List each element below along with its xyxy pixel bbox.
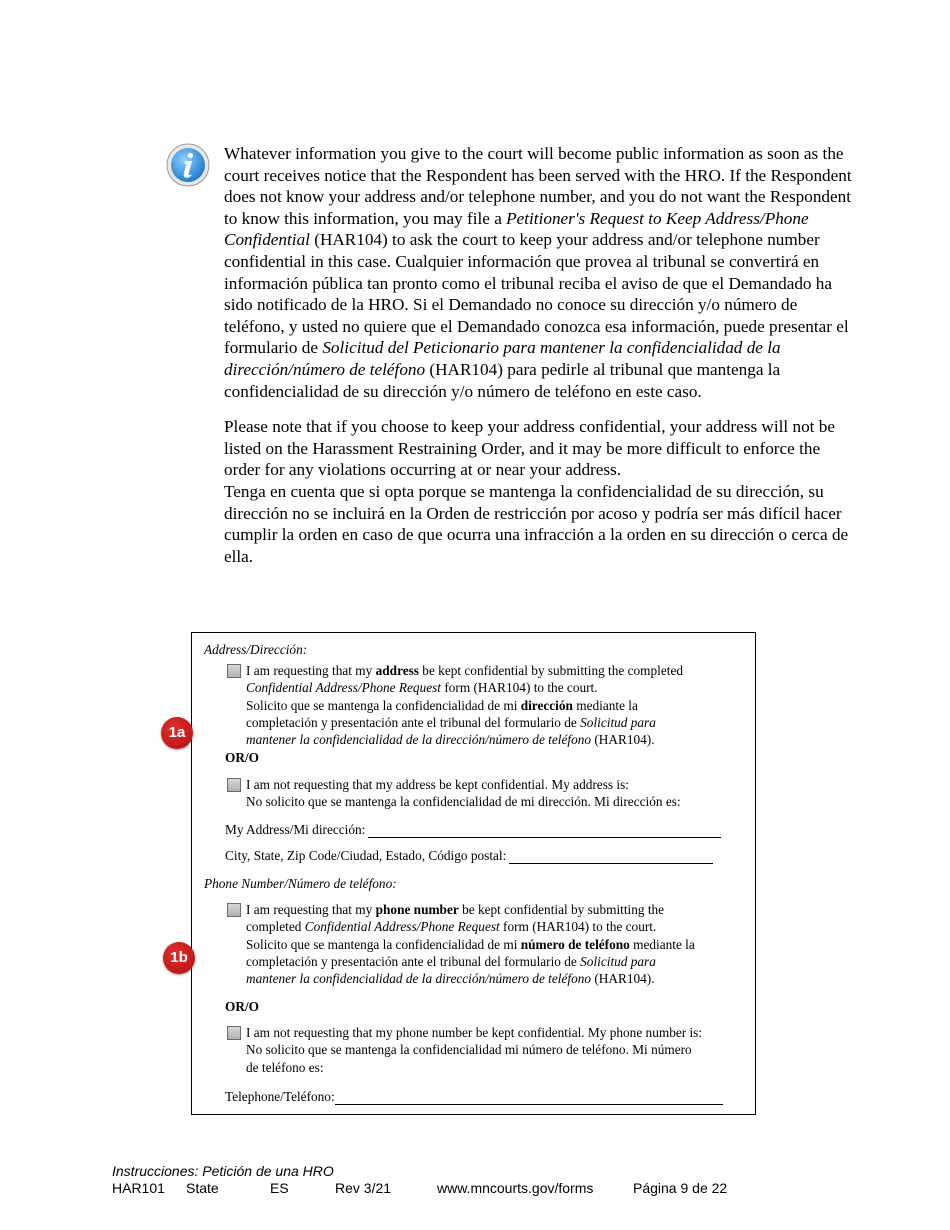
or-separator-address: OR/O [225,750,259,765]
phone-not-confidential-checkbox[interactable] [227,1026,241,1040]
footer-title: Instrucciones: Petición de una HRO [112,1163,334,1179]
footer-form-id: HAR101 [112,1180,165,1196]
telephone-field [225,1088,723,1105]
step-badge-1a: 1a [161,717,193,749]
footer-rev: Rev 3/21 [335,1180,392,1196]
intro-paragraph-1: Whatever information you give to the court will become public information as soon as the court receives notice that the Respondent has been served with the HRO. If the Respondent does not know your address and/or telephone number, and you do not want the Respondent to know this information, you may file a Petitioner's Request to Keep Address/Phone Confidential (HAR104) to ask the court to keep your address and/or telephone number confidential in this case. Cualquier información que provea al tribunal se convertirá en información pública tan pronto como el tribunal reciba el aviso de que el Demandado ha sido notificado de la HRO. Si el Demandado no conoce su dirección y/o número de teléfono, y usted no quiere que el Demandado conozca esa información, puede presentar el formulario de Solicitud del Peticionario para mantener la confidencialidad de la dirección/número de teléfono (HAR104) para pedirle al tribunal que mantenga la confidencialidad de su dirección y/o número de teléfono en este caso. [224,144,852,401]
address-section-label: Address/Dirección: [204,642,308,657]
phone-confidential-option: I am requesting that my phone number be kept confidential by submitting the completed Confidential Address/Phone Request form (HAR104) to the court. Solicito que se mantenga la confidencialidad de mi número de teléfono mediante la completación y presentación ante el tribunal del formulario de Solicitud para mantener la confidencialidad de la dirección/número de teléfono (HAR104). [246,902,695,987]
footer-state: State [186,1180,219,1196]
city-state-input-line[interactable] [509,851,713,864]
my-address-label: My Address/Mi dirección: [225,822,366,837]
intro-text [224,143,854,567]
footer-url[interactable]: www.mncourts.gov/forms [437,1180,594,1196]
intro-paragraph-2: Please note that if you choose to keep your address confidential, your address will not be listed on the Harassment Restraining Order, and it may be more difficult to enforce the order for any violations occurring at or near your address. Tenga en cuenta que si opta porque se mantenga la confidencialidad de su dirección, su dirección no se incluirá en la Orden de restricción por acoso y podría ser más difícil hacer cumplir la orden en caso de que ocurra una infracción a la orden en su dirección o cerca de ella. [224,417,849,566]
address-confidential-checkbox[interactable] [227,664,241,678]
footer-page-number: Página 9 de 22 [633,1180,728,1196]
city-state-field [225,847,713,864]
phone-not-confidential-option: I am not requesting that my phone number be kept confidential. My phone number is: No solicito que se mantenga la confidencialidad mi número de teléfono. Mi número de teléfono es: [246,1025,703,1075]
my-address-input-line[interactable] [368,825,721,838]
address-confidential-option: I am requesting that my address be kept confidential by submitting the completed Confidential Address/Phone Request form (HAR104) to the court. Solicito que se mantenga la confidencialidad de mi dirección mediante la completación y presentación ante el tribunal del formulario de Solicitud para mantener la confidencialidad de la dirección/número de teléfono (HAR104). [246,663,684,748]
my-address-field [225,821,721,838]
city-state-label: City, State, Zip Code/Ciudad, Estado, Código postal: [225,848,507,863]
telephone-label: Telephone/Teléfono: [225,1089,335,1104]
telephone-input-line[interactable] [335,1092,723,1105]
phone-confidential-checkbox[interactable] [227,903,241,917]
confidentiality-form-box [191,632,756,1115]
info-icon [166,143,210,187]
address-not-confidential-checkbox[interactable] [227,778,241,792]
or-separator-phone: OR/O [225,999,259,1014]
phone-section-label: Phone Number/Número de teléfono: [204,876,397,891]
address-not-confidential-option: I am not requesting that my address be kept confidential. My address is: No solicito que se mantenga la confidencialidad de mi dirección. Mi dirección es: [246,777,681,810]
step-badge-1b: 1b [163,942,195,974]
footer-lang: ES [270,1180,289,1196]
